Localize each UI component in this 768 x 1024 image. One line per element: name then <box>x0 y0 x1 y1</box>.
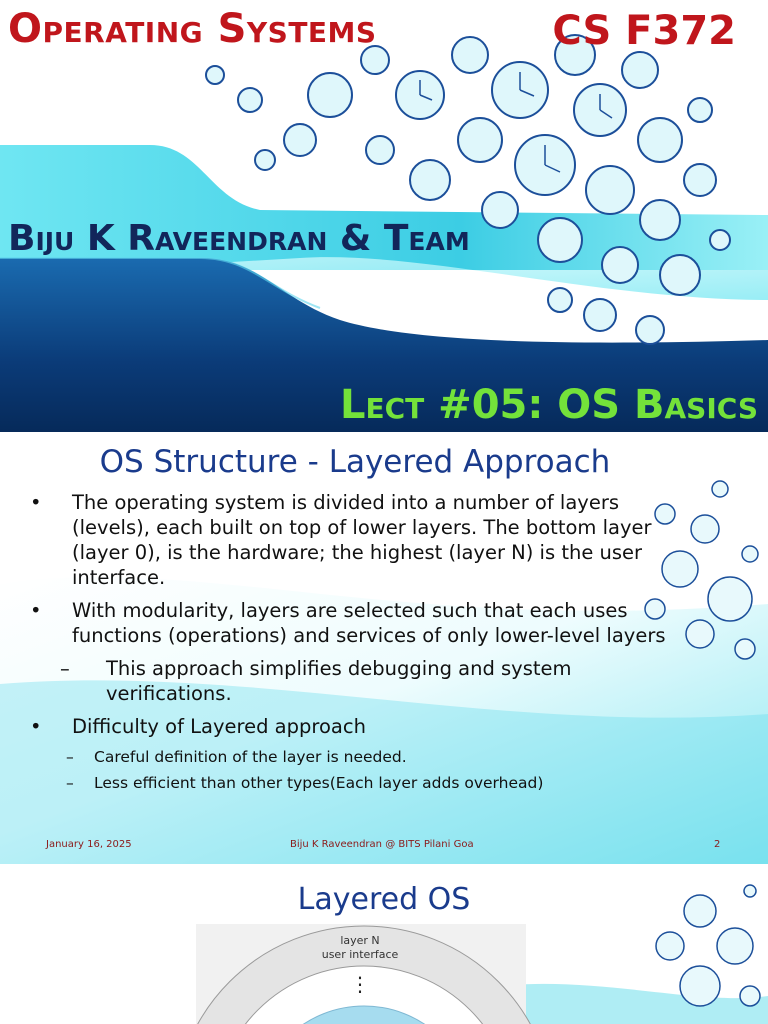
author-name: Biju K Raveendran & Team <box>8 218 470 259</box>
bullet-text: With modularity, layers are selected such that each uses functions (operations) and services of only lower-level layers <box>72 599 666 647</box>
course-title: Operating Systems <box>8 6 377 52</box>
slide-title: Layered OS <box>297 882 471 917</box>
bullet-item <box>30 714 670 739</box>
slide-title: OS Structure - Layered Approach <box>99 444 611 480</box>
ellipsis-icon: ⋮ <box>350 972 370 996</box>
user-interface-label: user interface <box>321 948 399 961</box>
sub-bullet-item <box>30 773 670 794</box>
footer-page-number: 2 <box>714 839 721 850</box>
dash-marker: – <box>60 657 70 680</box>
bullet-text: Difficulty of Layered approach <box>72 715 366 738</box>
sub-bullet-item <box>30 656 670 706</box>
sub-bullet-item <box>30 747 670 768</box>
layered-approach-slide <box>0 434 768 864</box>
bullet-list <box>30 490 670 799</box>
bullet-item <box>30 598 670 648</box>
bullet-text: The operating system is divided into a number of layers (levels), each built on top of lower layers. The bottom layer (layer 0), is the hardware; the highest (layer N) is the user interface. <box>72 491 652 589</box>
layered-os-slide <box>0 866 768 1024</box>
bullet-marker: • <box>30 599 42 622</box>
bullet-text: Careful definition of the layer is needed. <box>94 748 407 766</box>
bullet-text: Less efficient than other types(Each layer adds overhead) <box>94 774 544 792</box>
bullet-text: This approach simplifies debugging and system verifications. <box>106 657 572 705</box>
dash-marker: – <box>66 748 74 766</box>
bullet-item <box>30 490 670 590</box>
title-slide <box>0 0 768 432</box>
course-code: CS F372 <box>552 8 736 54</box>
footer-date: January 16, 2025 <box>46 839 132 850</box>
title-slide-background <box>0 0 768 432</box>
bullet-marker: • <box>30 715 42 738</box>
dash-marker: – <box>66 774 74 792</box>
footer-presenter: Biju K Raveendran @ BITS Pilani Goa <box>290 839 474 850</box>
lecture-title: Lect #05: OS Basics <box>339 382 758 428</box>
layer-n-label: layer N <box>340 934 380 947</box>
bullet-marker: • <box>30 491 42 514</box>
